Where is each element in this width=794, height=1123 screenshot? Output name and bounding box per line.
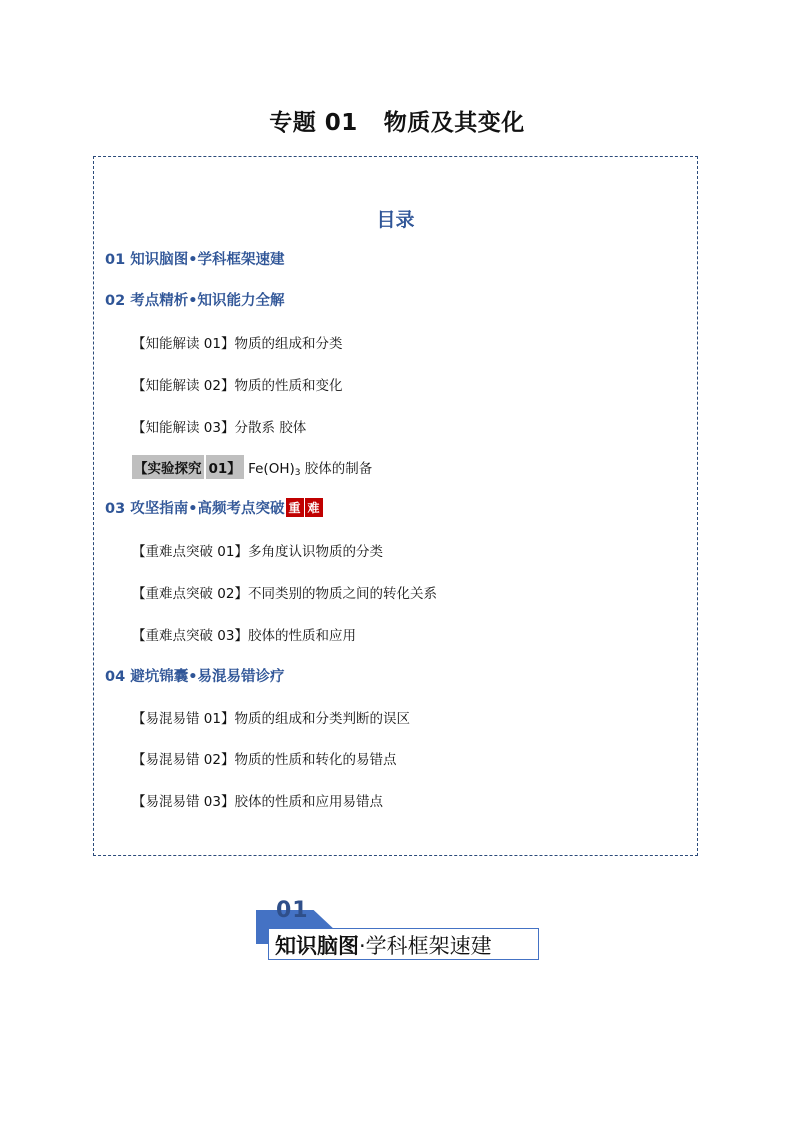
experiment-title: 胶体的制备: [300, 461, 373, 477]
title-prefix: 专题 01: [269, 110, 358, 136]
toc-item-experiment-01[interactable]: [132, 455, 372, 479]
experiment-number: 01】: [206, 455, 244, 479]
title-main: 物质及其变化: [383, 110, 525, 136]
toc-section-3-label: 03 攻坚指南•高频考点突破: [105, 501, 285, 517]
toc-section-4[interactable]: 04 避坑锦囊•易混易错诊疗: [105, 669, 285, 685]
toc-heading: 目录: [376, 209, 415, 231]
toc-item-knowledge-03[interactable]: 【知能解读 03】分散系 胶体: [132, 420, 307, 436]
table-of-contents: [93, 156, 698, 856]
banner-title: [275, 930, 492, 960]
toc-item-knowledge-02[interactable]: 【知能解读 02】物质的性质和变化: [132, 378, 343, 394]
page-title: [0, 104, 794, 137]
toc-item-pitfall-01[interactable]: 【易混易错 01】物质的组成和分类判断的误区: [132, 711, 410, 727]
toc-section-2[interactable]: 02 考点精析•知识能力全解: [105, 293, 285, 309]
toc-item-breakthrough-03[interactable]: 【重难点突破 03】胶体的性质和应用: [132, 628, 356, 644]
toc-item-pitfall-03[interactable]: 【易混易错 03】胶体的性质和应用易错点: [132, 794, 383, 810]
banner-number: 01: [276, 898, 309, 923]
banner-title-rest: ·学科框架速建: [359, 934, 492, 958]
toc-section-1[interactable]: 01 知识脑图•学科框架速建: [105, 252, 285, 268]
experiment-formula: Fe(OH): [248, 461, 295, 477]
key-badge: 重: [286, 498, 304, 517]
experiment-subscript: 3: [294, 468, 301, 478]
section-banner: [256, 898, 541, 964]
toc-item-breakthrough-02[interactable]: 【重难点突破 02】不同类别的物质之间的转化关系: [132, 586, 437, 602]
toc-section-3[interactable]: [105, 497, 323, 518]
banner-title-bold: 知识脑图: [275, 934, 359, 958]
toc-item-knowledge-01[interactable]: 【知能解读 01】物质的组成和分类: [132, 336, 343, 352]
difficult-badge: 难: [305, 498, 323, 517]
experiment-label: 【实验探究: [132, 455, 204, 479]
banner-tab-edge: [256, 928, 268, 944]
toc-item-breakthrough-01[interactable]: 【重难点突破 01】多角度认识物质的分类: [132, 544, 383, 560]
toc-item-pitfall-02[interactable]: 【易混易错 02】物质的性质和转化的易错点: [132, 752, 397, 768]
banner-title-box: [268, 928, 539, 960]
